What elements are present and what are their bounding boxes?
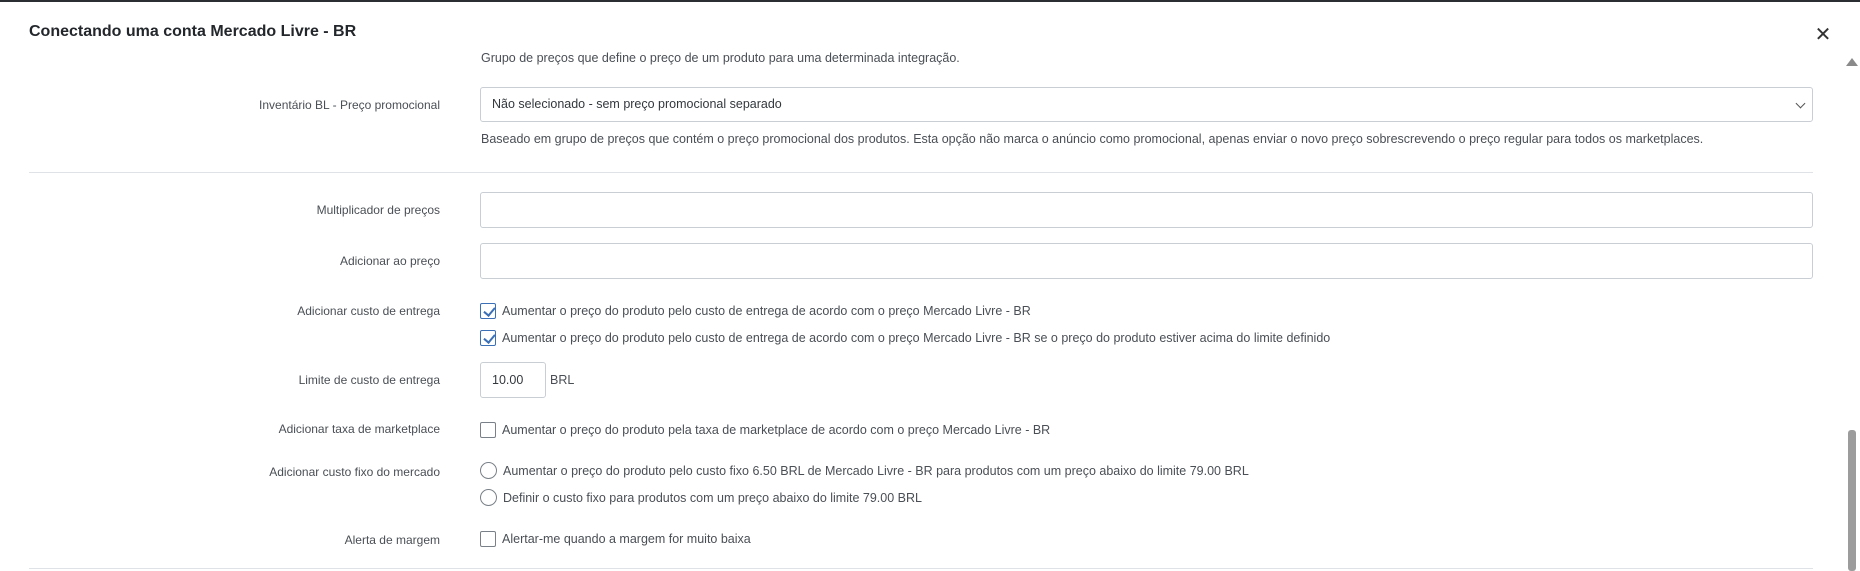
fixed-cost-option-1-label: Aumentar o preço do produto pelo custo fixo 6.50 BRL de Mercado Livre - BR para produtos com um preço abaixo do limite 79.00 BRL [503, 463, 1249, 478]
shipping-cost-option-1[interactable] [480, 302, 1031, 319]
shipping-cost-option-2[interactable] [480, 329, 1330, 346]
price-multiplier-label: Multiplicador de preços [316, 203, 440, 217]
marketplace-fee-checkbox[interactable] [480, 422, 496, 438]
fixed-cost-radio-1[interactable] [480, 462, 497, 479]
modal-title: Conectando uma conta Mercado Livre - BR [29, 23, 357, 40]
shipping-cost-option-1-label: Aumentar o preço do produto pelo custo de entrega de acordo com o preço Mercado Livre - BR [502, 303, 1031, 318]
scroll-up-arrow-icon[interactable] [1846, 58, 1858, 66]
fixed-cost-label: Adicionar custo fixo do mercado [269, 465, 440, 479]
fixed-cost-option-2[interactable] [480, 489, 922, 506]
chevron-down-icon [1796, 99, 1806, 109]
price-group-help-text: Grupo de preços que define o preço de um produto para uma determinada integração. [481, 51, 960, 65]
add-to-price-label: Adicionar ao preço [339, 254, 440, 268]
fixed-cost-option-2-label: Definir o custo fixo para produtos com um preço abaixo do limite 79.00 BRL [503, 490, 922, 505]
shipping-cost-checkbox-1[interactable] [480, 303, 496, 319]
section-divider-bottom [29, 568, 1813, 569]
margin-alert-label: Alerta de margem [344, 533, 440, 547]
promo-price-select[interactable] [480, 87, 1813, 122]
close-icon[interactable]: ✕ [1814, 24, 1832, 46]
marketplace-fee-label: Adicionar taxa de marketplace [278, 422, 440, 436]
marketplace-fee-option-label: Aumentar o preço do produto pela taxa de marketplace de acordo com o preço Mercado Livre - BR [502, 422, 1051, 437]
section-divider [29, 172, 1813, 173]
margin-alert-option-label: Alertar-me quando a margem for muito baixa [502, 531, 751, 546]
margin-alert-option[interactable] [480, 530, 751, 547]
shipping-limit-label: Limite de custo de entrega [298, 373, 440, 387]
shipping-cost-label: Adicionar custo de entrega [297, 304, 440, 318]
shipping-cost-checkbox-2[interactable] [480, 330, 496, 346]
shipping-limit-input[interactable]: 10.00 [480, 362, 546, 398]
promo-price-help-text: Baseado em grupo de preços que contém o preço promocional dos produtos. Esta opção não marca o anúncio como promocional, apenas enviar o novo preço sobrescrevendo o preço regular para todos os marketplaces. [481, 132, 1704, 146]
shipping-cost-option-2-label: Aumentar o preço do produto pelo custo de entrega de acordo com o preço Mercado Livre - BR se o preço do produto estiver acima do limite definido [502, 330, 1331, 345]
margin-alert-checkbox[interactable] [480, 531, 496, 547]
fixed-cost-option-1[interactable] [480, 462, 1249, 479]
promo-price-label: Inventário BL - Preço promocional [259, 98, 440, 112]
vertical-scrollbar[interactable] [1842, 56, 1860, 571]
fixed-cost-radio-2[interactable] [480, 489, 497, 506]
add-to-price-input[interactable] [480, 243, 1813, 279]
price-multiplier-input[interactable] [480, 192, 1813, 228]
marketplace-fee-option[interactable] [480, 421, 1050, 438]
shipping-limit-unit: BRL [550, 373, 575, 387]
scrollbar-thumb[interactable] [1848, 430, 1856, 571]
promo-price-selected-value: Não selecionado - sem preço promocional separado [492, 97, 782, 111]
